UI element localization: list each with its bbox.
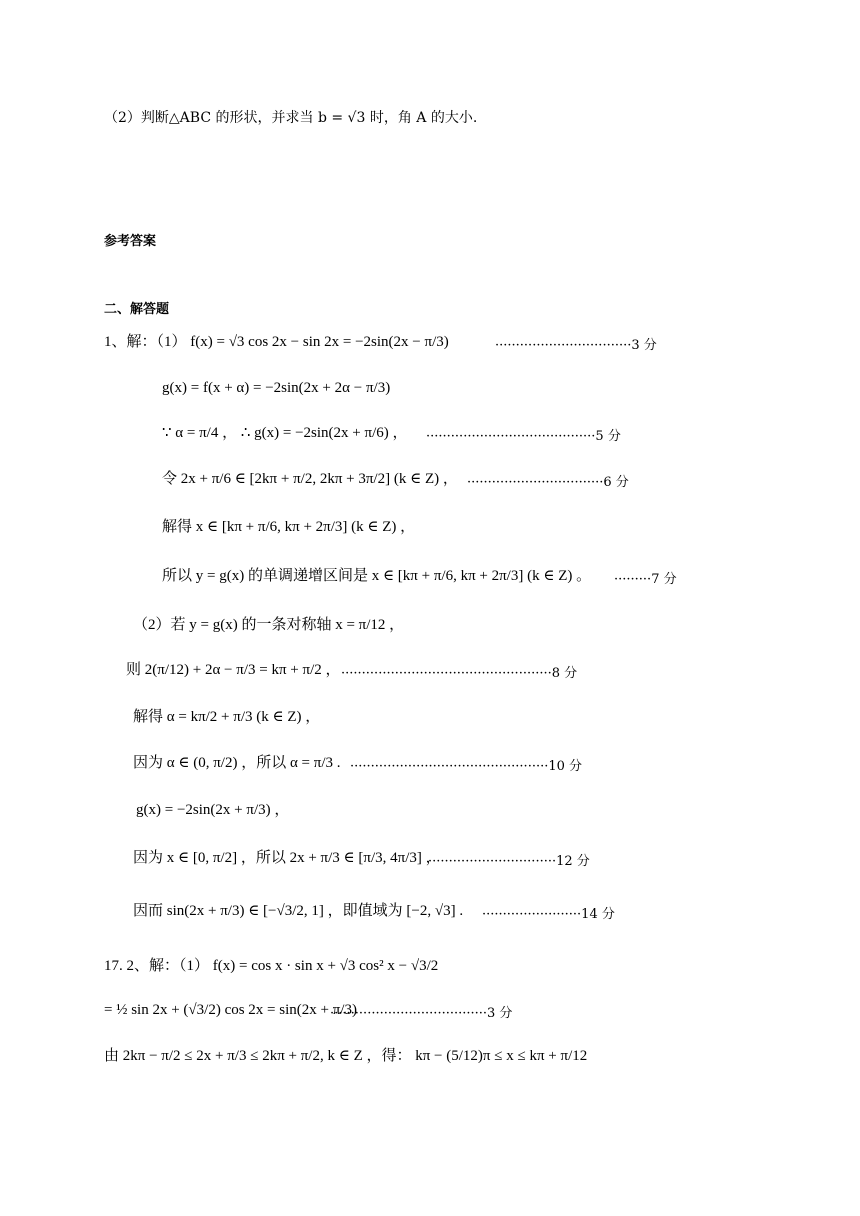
solution-line-11: g(x) = −2sin(2x + π/3) ， — [136, 802, 290, 818]
reference-answer-heading: 参考答案 — [104, 234, 157, 249]
solution-line-3: ∵ α = π/4 ， ∴ g(x) = −2sin(2x + π/6) ， — [162, 425, 408, 441]
score-mark-3: ·································3 分 — [495, 338, 657, 353]
section-heading: 二、解答题 — [104, 302, 170, 317]
score-mark-6: ·································6 分 — [467, 475, 629, 490]
solution-line-13: 因而 sin(2x + π/3) ∈ [−√3/2, 1] ，即值域为 [−2, √3] . — [133, 903, 464, 919]
score-mark-10: ················································10 分 — [350, 759, 583, 774]
solution-line-15: = ½ sin 2x + (√3/2) cos 2x = sin(2x + π/3) — [104, 1002, 357, 1018]
solution-line-14: 17. 2、解：（1） f(x) = cos x · sin x + √3 cos² x − √3/2 — [104, 958, 439, 974]
solution-line-6: 所以 y = g(x) 的单调递增区间是 x ∈ [kπ + π/6, kπ + 2π/3] (k ∈ Z) 。 — [162, 568, 592, 584]
score-mark-8: ···················································8 分 — [341, 666, 578, 681]
score-mark-3b: ······································3 分 — [330, 1006, 513, 1021]
solution-line-12: 因为 x ∈ [0, π/2] ，所以 2x + π/3 ∈ [π/3, 4π/3] ， — [133, 850, 441, 866]
solution-line-1: 1、解：（1） f(x) = √3 cos 2x − sin 2x = −2sin(2x − π/3) — [104, 334, 449, 350]
solution-line-9: 解得 α = kπ/2 + π/3 (k ∈ Z) ， — [133, 709, 321, 725]
solution-line-16: 由 2kπ − π/2 ≤ 2x + π/3 ≤ 2kπ + π/2, k ∈ Z ，得： kπ − (5/12)π ≤ x ≤ kπ + π/12 — [104, 1048, 588, 1064]
solution-line-10: 因为 α ∈ (0, π/2) ，所以 α = π/3 . — [133, 755, 341, 771]
question-2-prompt: （2）判断△ABC 的形状，并求当 b = √3 时，角 A 的大小. — [104, 110, 478, 126]
solution-line-7: （2）若 y = g(x) 的一条对称轴 x = π/12 ， — [133, 617, 405, 633]
score-mark-7: ·········7 分 — [614, 572, 677, 587]
score-mark-5: ·········································5 分 — [426, 429, 621, 444]
score-mark-12: ·······························12 分 — [428, 854, 590, 869]
solution-line-4: 令 2x + π/6 ∈ [2kπ + π/2, 2kπ + 3π/2] (k ∈ Z) ， — [162, 471, 458, 487]
score-mark-14: ························14 分 — [482, 907, 615, 922]
solution-line-2: g(x) = f(x + α) = −2sin(2x + 2α − π/3) — [162, 380, 391, 396]
solution-line-8: 则 2(π/12) + 2α − π/3 = kπ + π/2 ， — [126, 662, 341, 678]
solution-line-5: 解得 x ∈ [kπ + π/6, kπ + 2π/3] (k ∈ Z) ， — [162, 519, 416, 535]
